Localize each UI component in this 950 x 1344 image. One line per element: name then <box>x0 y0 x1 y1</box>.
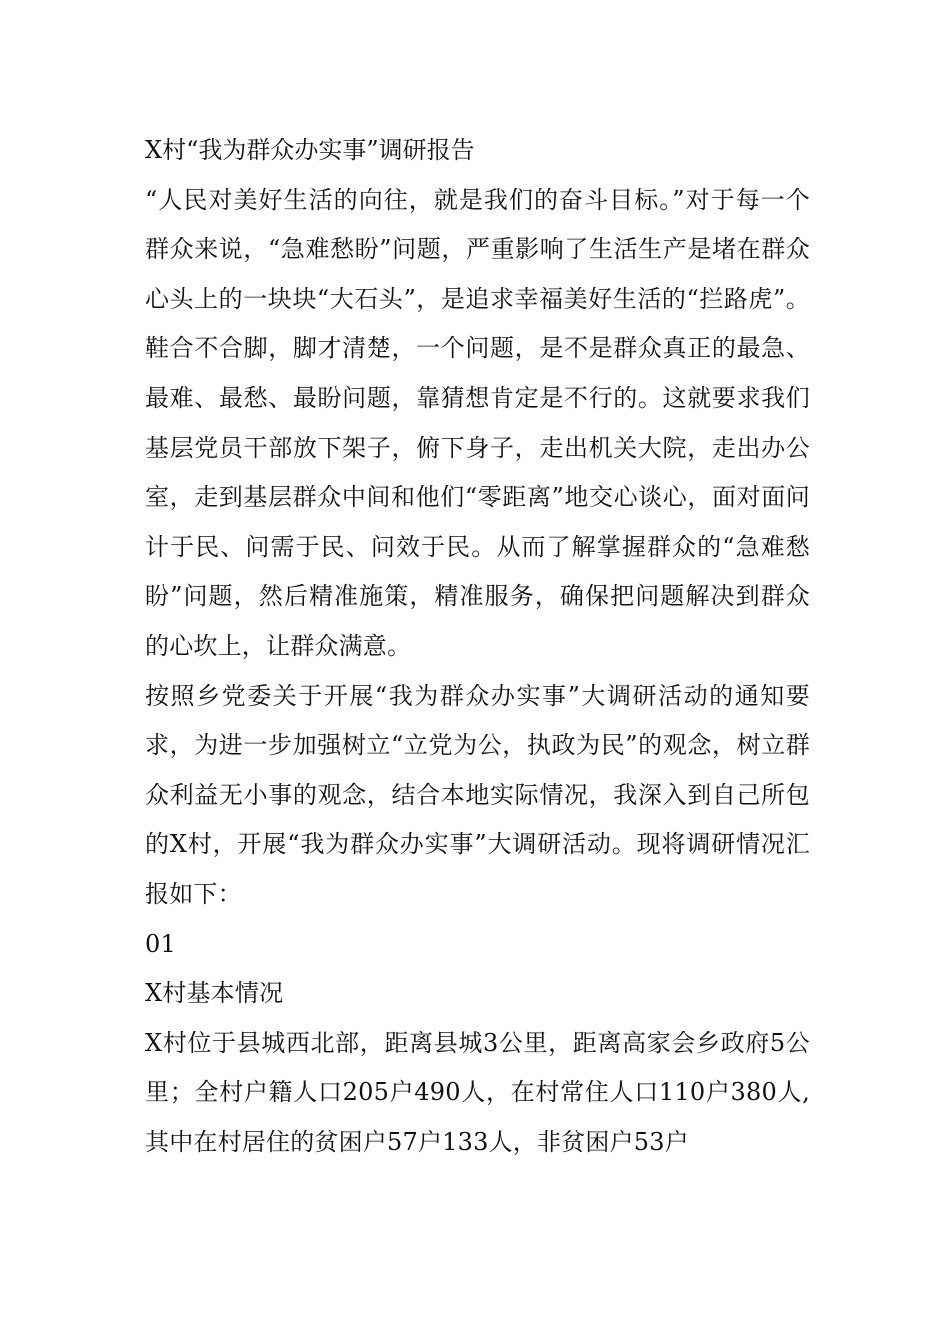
section-number: 01 <box>145 929 176 958</box>
paragraph-intro: “人民对美好生活的向往，就是我们的奋斗目标。”对于每一个群众来说，“急难愁盼”问题，严重影响了生活生产是堵在群众心头上的一块块“大石头”，是追求幸福美好生活的“拦路虎”。鞋合不合脚，脚才清楚，一个问题，是不是群众真正的最急、最难、最愁、最盼问题，靠猜想肯定是不行的。这就要求我们基层党员干部放下架子，俯下身子，走出机关大院，走出办公室，走到基层群众中间和他们“零距离”地交心谈心，面对面问计于民、问需于民、问效于民。从而了解掌握群众的“急难愁盼”问题，然后精准施策，精准服务，确保把问题解决到群众的心坎上，让群众满意。 <box>145 185 810 660</box>
section-title: X村基本情况 <box>145 979 284 1008</box>
paragraph-notice: 按照乡党委关于开展“我为群众办实事”大调研活动的通知要求，为进一步加强树立“立党为公，执政为民”的观念，树立群众利益无小事的观念，结合本地实际情况，我深入到自己所包的X村，开展“我为群众办实事”大调研活动。现将调研情况汇报如下： <box>145 681 810 908</box>
document-title: X村“我为群众办实事”调研报告 <box>145 136 475 164</box>
document-body <box>145 126 810 1167</box>
paragraph-basic-info: X村位于县城西北部，距离县城3公里，距离高家会乡政府5公里；全村户籍人口205户490人，在村常住人口110户380人,其中在村居住的贫困户57户133人，非贫困户53户 <box>145 1028 810 1156</box>
